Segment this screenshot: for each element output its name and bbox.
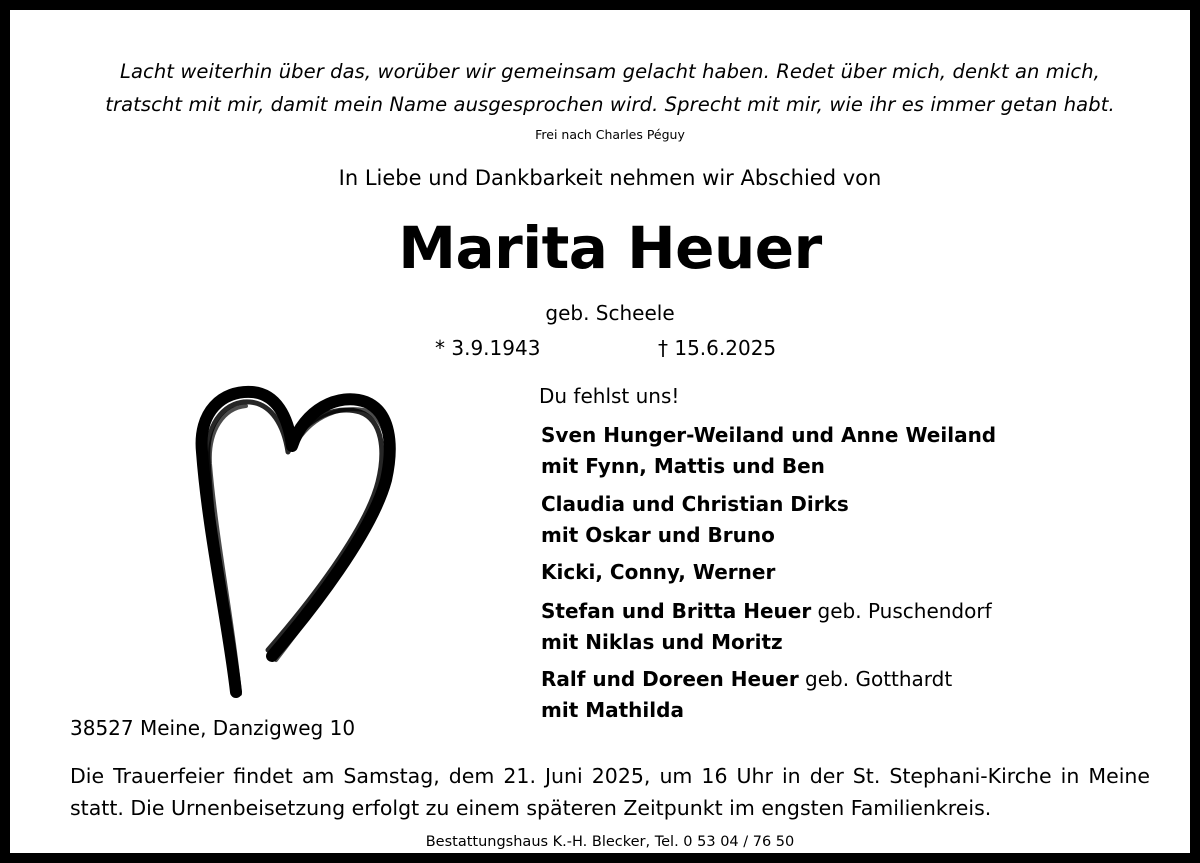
family-name: Sven Hunger-Weiland und Anne Weiland bbox=[541, 423, 997, 447]
quote-line-2: tratscht mit mir, damit mein Name ausgesprochen wird. Sprecht mit mir, wie ihr es immer getan habt. bbox=[105, 93, 1115, 116]
family-entry bbox=[541, 420, 996, 482]
ceremony-info: Die Trauerfeier findet am Samstag, dem 21. Juni 2025, um 16 Uhr in der St. Stephani-Kirche in Meine statt. Die Urnenbeisetzung erfolgt zu einem späteren Zeitpunkt im engsten Familienkreis. bbox=[70, 764, 1150, 820]
family-children: mit Oskar und Bruno bbox=[541, 523, 775, 547]
death-date: † 15.6.2025 bbox=[658, 336, 777, 360]
family-children: mit Fynn, Mattis und Ben bbox=[541, 454, 825, 478]
family-name: Claudia und Christian Dirks bbox=[541, 492, 849, 516]
family-children: mit Niklas und Moritz bbox=[541, 630, 783, 654]
family-entry bbox=[541, 489, 849, 551]
address: 38527 Meine, Danzigweg 10 bbox=[70, 716, 356, 740]
family-children: mit Mathilda bbox=[541, 698, 684, 722]
family-name: Kicki, Conny, Werner bbox=[541, 560, 776, 584]
funeral-home: Bestattungshaus K.-H. Blecker, Tel. 0 53 04 / 76 50 bbox=[425, 834, 795, 850]
maiden-name: geb. Scheele bbox=[545, 301, 675, 325]
intro-text: In Liebe und Dankbarkeit nehmen wir Abschied von bbox=[338, 166, 882, 190]
heart-icon bbox=[188, 382, 402, 698]
mourners-heading: Du fehlst uns! bbox=[539, 384, 680, 408]
family-name: Ralf und Doreen Heuer bbox=[541, 667, 799, 691]
family-entry bbox=[541, 557, 775, 588]
family-entry bbox=[541, 596, 992, 658]
quote-attribution: Frei nach Charles Péguy bbox=[535, 127, 685, 142]
family-entry bbox=[541, 664, 952, 726]
family-maiden: geb. Gotthardt bbox=[798, 667, 953, 691]
birth-date: * 3.9.1943 bbox=[435, 336, 541, 360]
family-name: Stefan und Britta Heuer bbox=[541, 599, 812, 623]
quote-line-1: Lacht weiterhin über das, worüber wir gemeinsam gelacht haben. Redet über mich, denkt an mich, bbox=[120, 60, 1100, 83]
family-maiden: geb. Puschendorf bbox=[811, 599, 992, 623]
deceased-name: Marita Heuer bbox=[398, 214, 822, 282]
